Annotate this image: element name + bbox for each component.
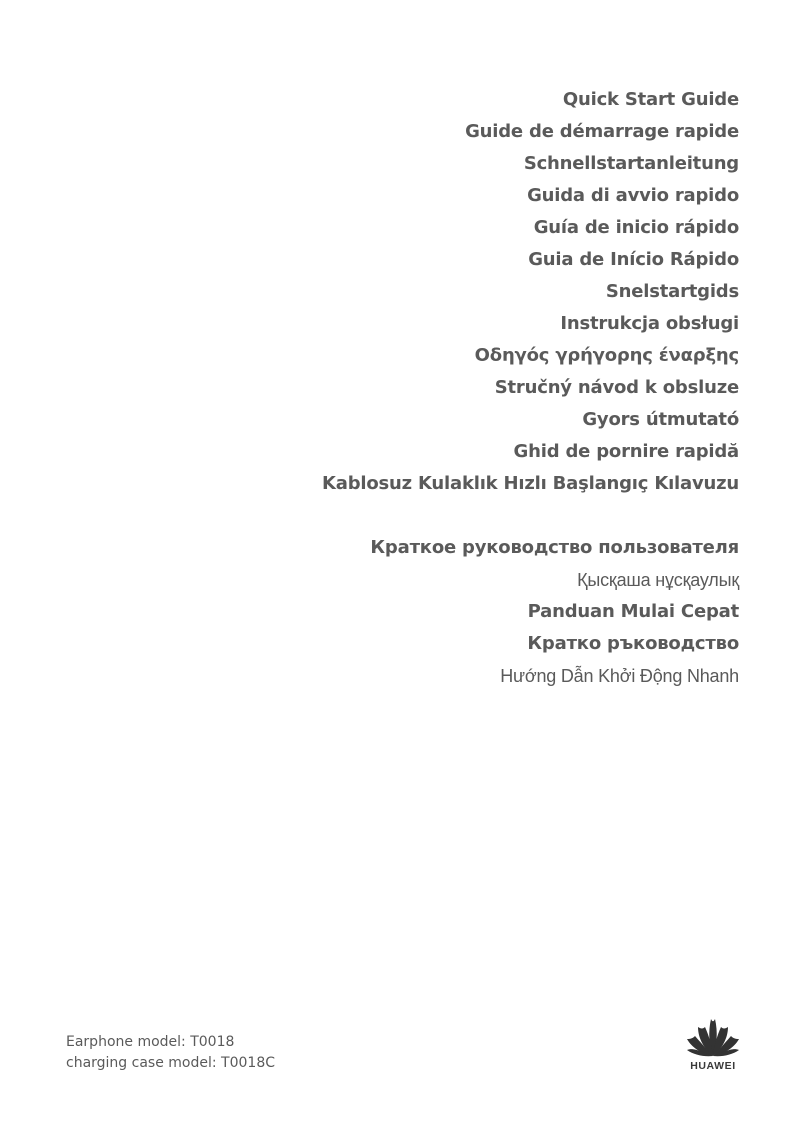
title-vietnamese: Hướng Dẫn Khởi Động Nhanh [500,666,739,686]
title-indonesian: Panduan Mulai Cepat [527,601,739,622]
title-spanish: Guía de inicio rápido [533,217,739,238]
title-russian: Краткое руководство пользователя [370,537,739,558]
title-turkish: Kablosuz Kulaklık Hızlı Başlangıç Kılavuzu [322,473,739,494]
title-german: Schnellstartanleitung [523,153,739,174]
title-italian: Guida di avvio rapido [527,185,739,206]
earphone-model: Earphone model: T0018 [66,1034,235,1050]
guide-title-list [200,84,739,692]
title-greek: Οδηγός γρήγορης έναρξης [474,345,739,366]
title-kazakh: Қысқаша нұсқаулық [577,570,739,590]
model-info [66,1032,275,1074]
title-polish: Instrukcja obsługi [560,313,739,334]
huawei-logo [682,1016,744,1078]
title-bulgarian: Кратко ръководство [527,633,739,654]
title-portuguese: Guia de Início Rápido [528,249,739,270]
brand-name: HUAWEI [690,1060,736,1072]
title-english: Quick Start Guide [562,89,739,110]
title-romanian: Ghid de pornire rapidă [513,441,739,462]
title-french: Guide de démarrage rapide [465,121,739,142]
title-hungarian: Gyors útmutató [582,409,739,430]
title-czech: Stručný návod k obsluze [494,377,739,398]
huawei-petal-icon [684,1016,742,1058]
title-dutch: Snelstartgids [605,281,739,302]
charging-case-model: charging case model: T0018C [66,1055,275,1071]
